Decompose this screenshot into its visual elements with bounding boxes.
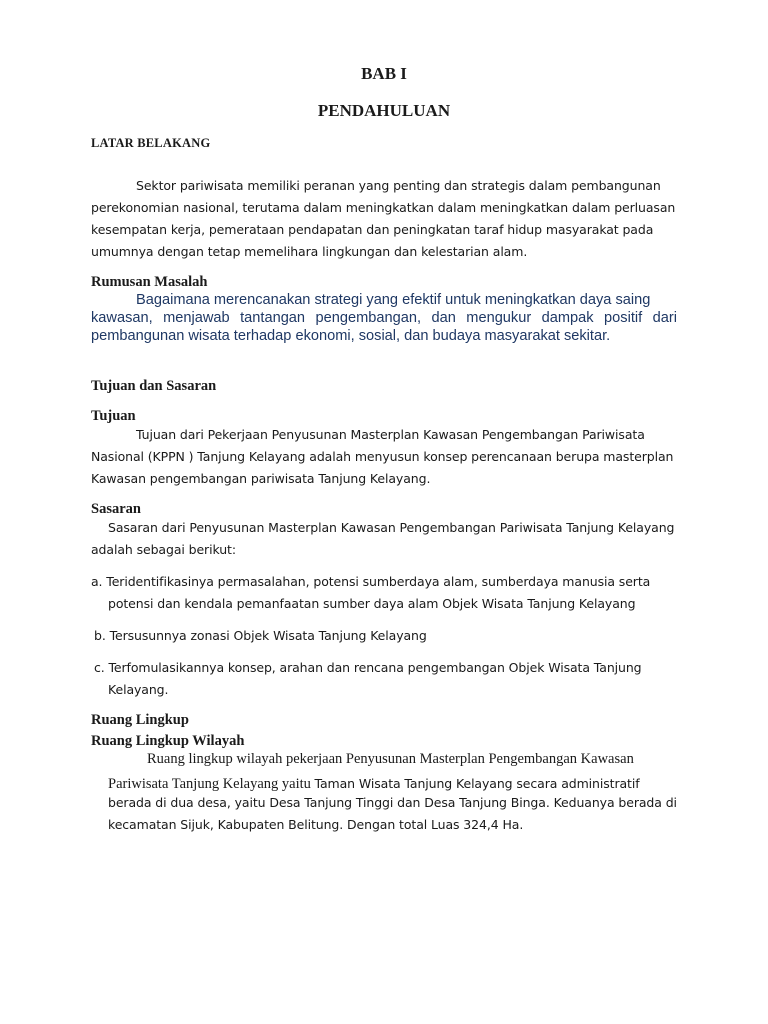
paragraph-line: Bagaimana merencanakan strategi yang efektif untuk meningkatkan daya saing — [136, 292, 651, 308]
paragraph-line: berada di dua desa, yaitu Desa Tanjung Tinggi dan Desa Tanjung Binga. Keduanya berada di — [108, 795, 677, 810]
tujuan-sasaran-heading: Tujuan dan Sasaran — [91, 378, 217, 394]
paragraph-line: Sektor pariwisata memiliki peranan yang penting dan strategis dalam pembangunan — [136, 178, 661, 193]
list-item: b. Tersusunnya zonasi Objek Wisata Tanjung Kelayang — [94, 628, 427, 643]
ruang-lingkup-heading: Ruang Lingkup — [91, 712, 189, 728]
paragraph-line: Kawasan pengembangan pariwisata Tanjung Kelayang. — [91, 471, 431, 486]
chapter-title: PENDAHULUAN — [317, 101, 451, 120]
paragraph-line: kawasan, menjawab tantangan pengembangan, dan mengukur dampak positif dari — [91, 310, 677, 326]
paragraph-line: Tujuan dari Pekerjaan Penyusunan Masterplan Kawasan Pengembangan Pariwisata — [136, 427, 645, 442]
chapter-number: BAB I — [361, 64, 407, 83]
ruang-lingkup-wilayah-heading: Ruang Lingkup Wilayah — [91, 733, 245, 749]
sasaran-heading: Sasaran — [91, 501, 141, 517]
paragraph-line: Nasional (KPPN ) Tanjung Kelayang adalah menyusun konsep perencanaan berupa masterplan — [91, 449, 674, 464]
paragraph-line-sans: Taman Wisata Tanjung Kelayang secara administratif — [314, 776, 640, 791]
list-item: potensi dan kendala pemanfaatan sumber daya alam Objek Wisata Tanjung Kelayang — [108, 596, 636, 611]
paragraph-line: kecamatan Sijuk, Kabupaten Belitung. Dengan total Luas 324,4 Ha. — [108, 817, 524, 832]
paragraph-line — [108, 773, 640, 793]
paragraph-line: perekonomian nasional, terutama dalam meningkatkan dalam meningkatkan dalam perluasan — [91, 200, 676, 215]
paragraph-line: Ruang lingkup wilayah pekerjaan Penyusunan Masterplan Pengembangan Kawasan — [147, 751, 634, 767]
paragraph-line: adalah sebagai berikut: — [91, 542, 236, 557]
paragraph-line: pembangunan wisata terhadap ekonomi, sosial, dan budaya masyarakat sekitar. — [91, 328, 611, 344]
list-item: a. Teridentifikasinya permasalahan, potensi sumberdaya alam, sumberdaya manusia serta — [91, 574, 651, 589]
paragraph-line-serif: Pariwisata Tanjung Kelayang yaitu — [108, 776, 315, 792]
rumusan-masalah-heading: Rumusan Masalah — [91, 274, 208, 290]
paragraph-line: kesempatan kerja, pemerataan pendapatan dan peningkatan taraf hidup masyarakat pada — [91, 222, 654, 237]
latar-belakang-heading: LATAR BELAKANG — [91, 136, 211, 150]
paragraph-line: umumnya dengan tetap memelihara lingkungan dan kelestarian alam. — [91, 244, 528, 259]
paragraph-line: Sasaran dari Penyusunan Masterplan Kawasan Pengembangan Pariwisata Tanjung Kelayang — [108, 520, 675, 535]
tujuan-heading: Tujuan — [91, 408, 136, 424]
list-item: Kelayang. — [108, 682, 169, 697]
list-item: c. Terfomulasikannya konsep, arahan dan rencana pengembangan Objek Wisata Tanjung — [94, 660, 642, 675]
